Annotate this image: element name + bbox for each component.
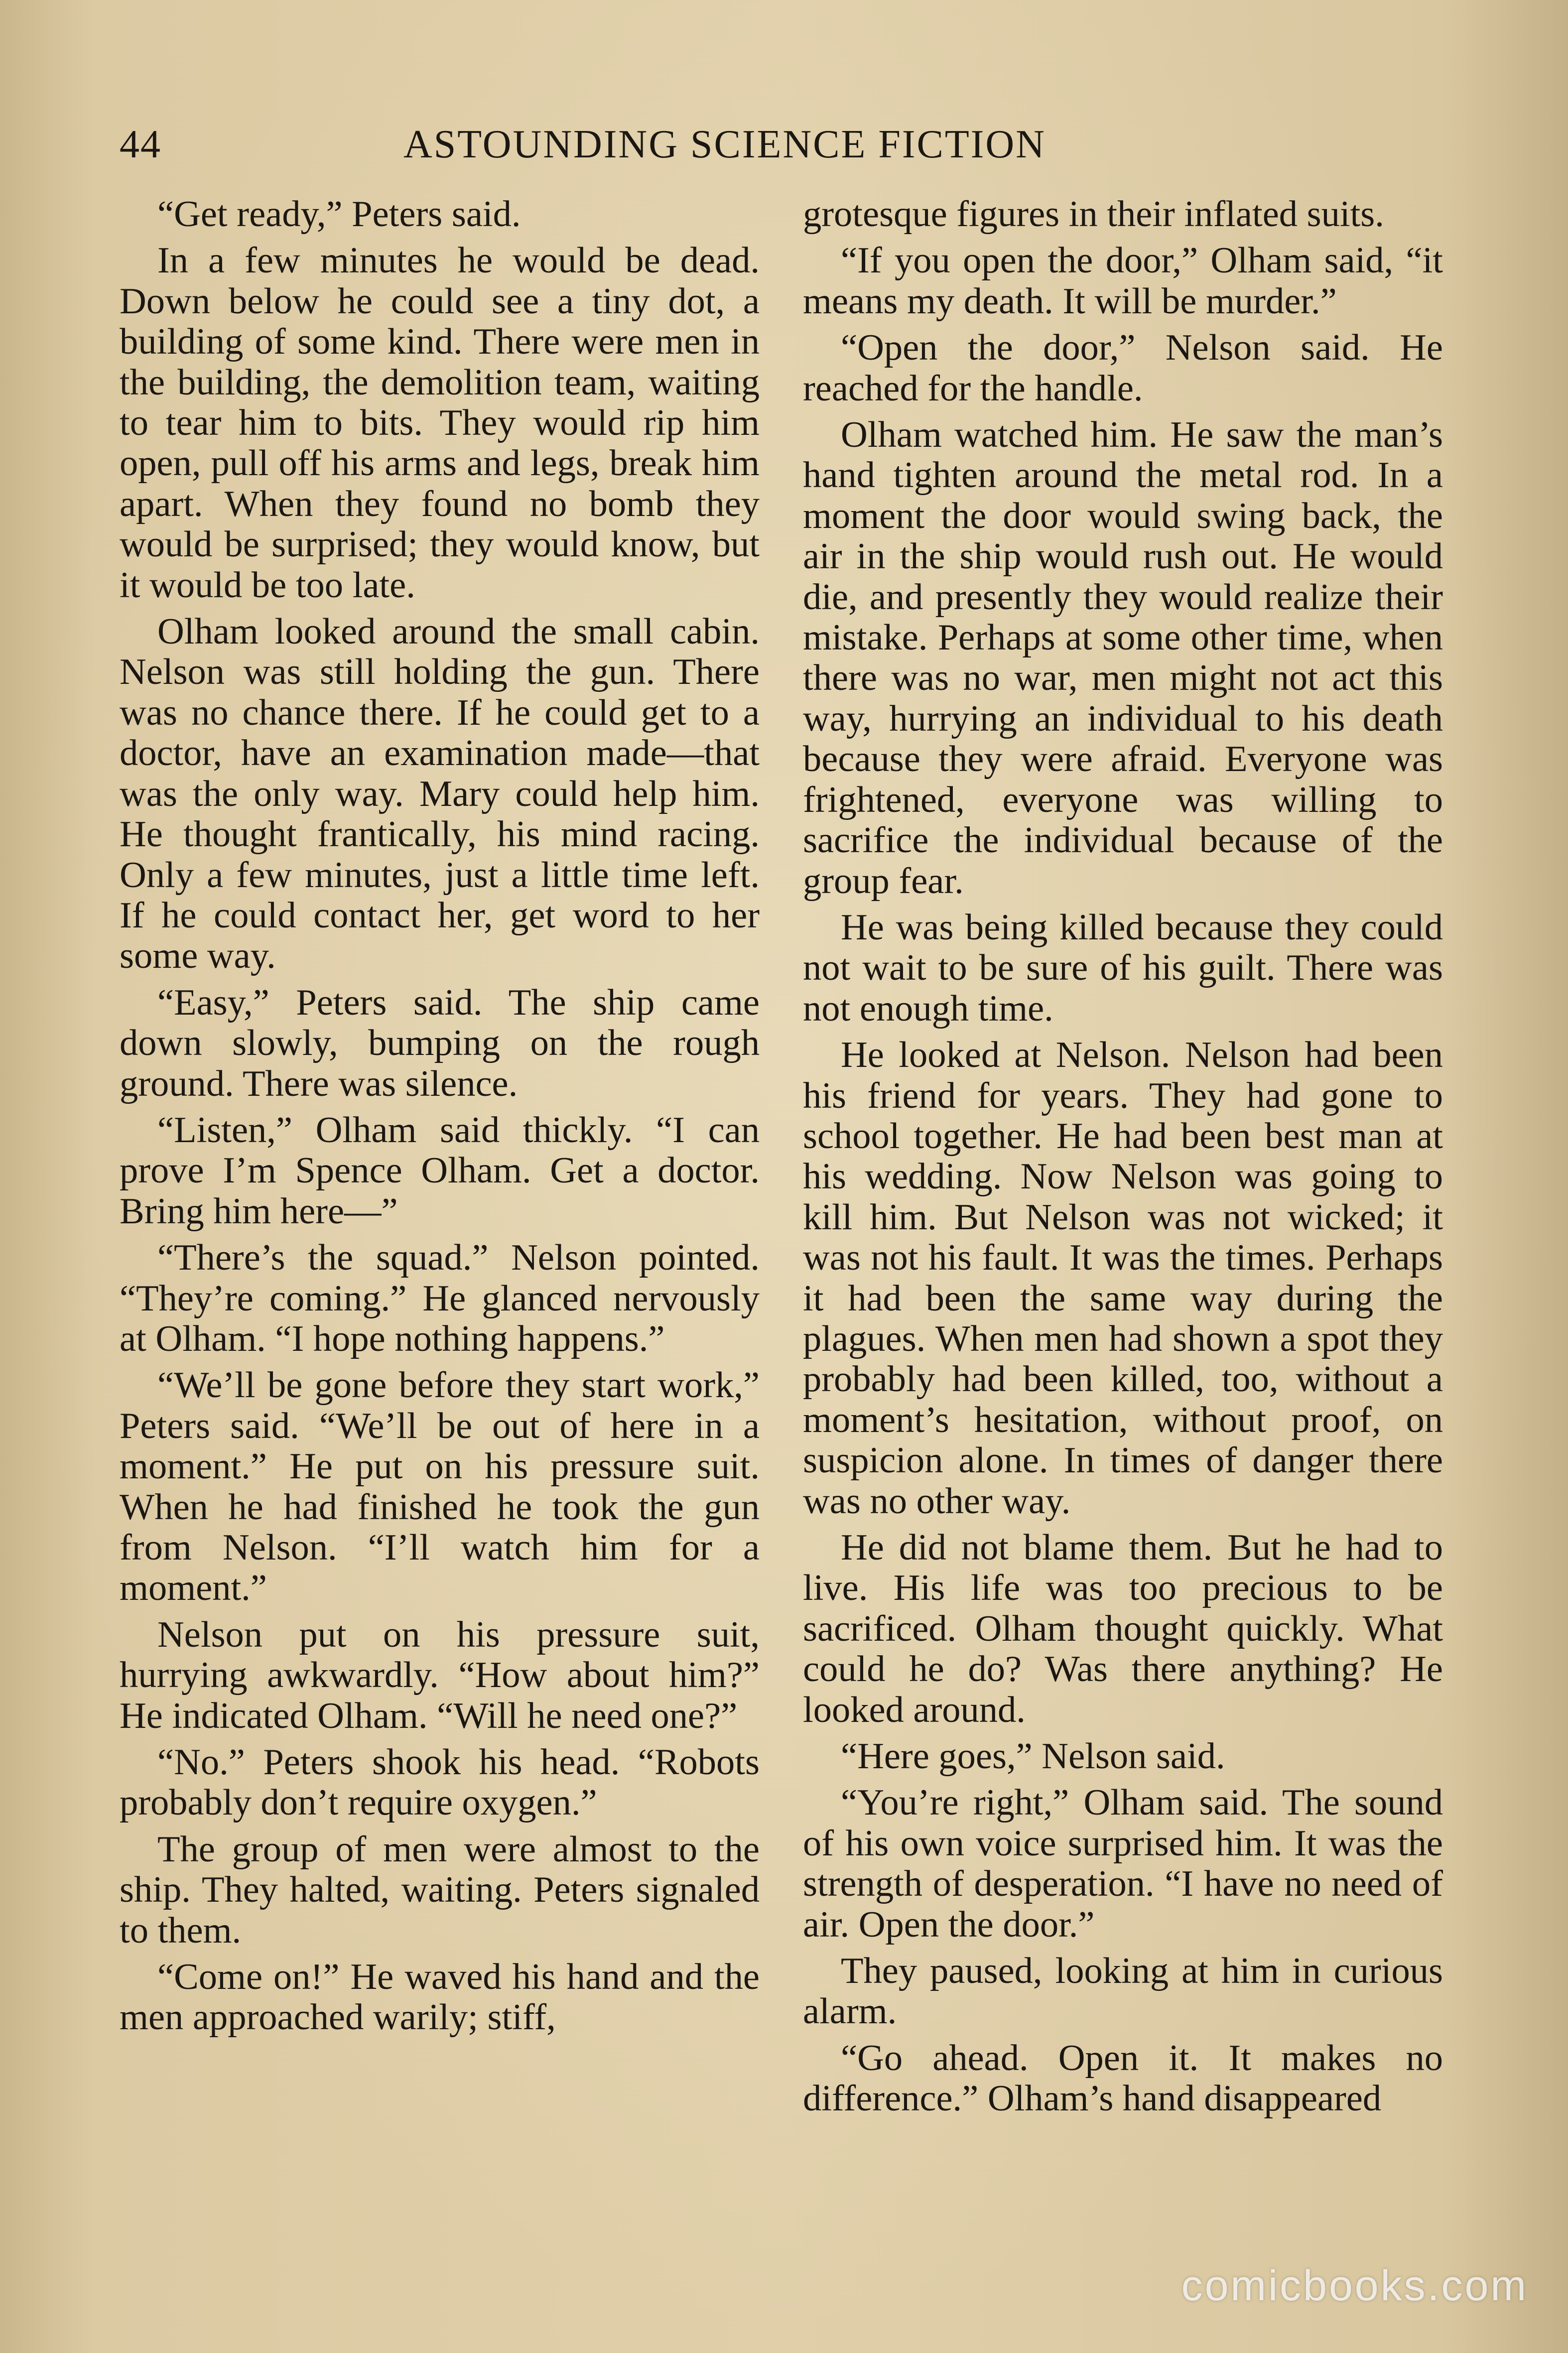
paragraph: “Open the door,” Nelson said. He reached for the handle. (803, 327, 1443, 409)
paragraph: “Here goes,” Nelson said. (841, 1736, 1225, 1777)
paragraph: “We’ll be gone before they start work,” Peters said. “We’ll be out of here in a moment.” He put on his pressure suit. When he had finished he took the gun from Nelson. “I’ll watch him for a moment.” (120, 1365, 760, 1609)
page-number: 44 (120, 123, 161, 166)
paragraph: “Get ready,” Peters said. (157, 194, 521, 235)
right-column (803, 194, 1443, 2125)
page-header (120, 122, 1443, 177)
paragraph: “Listen,” Olham said thickly. “I can prove I’m Spence Olham. Get a doctor. Bring him here—” (120, 1109, 760, 1232)
paragraph: “Come on!” He waved his hand and the men approached warily; stiff, (120, 1957, 760, 2038)
paragraph-continued: grotesque figures in their inflated suits. (803, 194, 1384, 235)
paragraph: Olham watched him. He saw the man’s hand tighten around the metal rod. In a moment the door would swing back, the air in the ship would rush out. He would die, and presently they would realize their mistake. Perhaps at some other time, when there was no war, men might not act this way, hurrying an individual to his death because they were afraid. Everyone was frightened, everyone was willing to sacrifice the individual because of the group fear. (803, 414, 1443, 902)
paragraph: They paused, looking at him in curious alarm. (803, 1951, 1443, 2032)
running-head: ASTOUNDING SCIENCE FICTION (403, 123, 1046, 166)
paragraph: He looked at Nelson. Nelson had been his friend for years. They had gone to school together. He had been best man at his wedding. Now Nelson was going to kill him. But Nelson was not wicked; it was not his fault. It was the times. Perhaps it had been the same way during the plagues. When men had shown a spot they probably had been killed, too, without a moment’s hesitation, without proof, on suspicion alone. In times of danger there was no other way. (803, 1035, 1443, 1522)
paragraph: In a few minutes he would be dead. Down below he could see a tiny dot, a building of some kind. There were men in the building, the demolition team, waiting to tear him to bits. They would rip him open, pull off his arms and legs, break him apart. When they found no bomb they would be surprised; they would know, but it would be too late. (120, 240, 760, 606)
paragraph: He was being killed because they could not wait to be sure of his guilt. There was not enough time. (803, 907, 1443, 1029)
paragraph: “Go ahead. Open it. It makes no difference.” Olham’s hand disappeared (803, 2037, 1443, 2119)
paragraph: “If you open the door,” Olham said, “it means my death. It will be murder.” (803, 240, 1443, 322)
paragraph: He did not blame them. But he had to live. His life was too precious to be sacrificed. Olham thought quickly. What could he do? Was there anything? He looked around. (803, 1527, 1443, 1730)
paragraph: Nelson put on his pressure suit, hurrying awkwardly. “How about him?” He indicated Olham. “Will he need one?” (120, 1614, 760, 1736)
paragraph: “There’s the squad.” Nelson pointed. “They’re coming.” He glanced nervously at Olham. “I hope nothing happens.” (120, 1237, 760, 1359)
paragraph: The group of men were almost to the ship. They halted, waiting. Peters signaled to them. (120, 1829, 760, 1951)
watermark: comicbooks.com (1181, 2262, 1528, 2310)
paragraph: “You’re right,” Olham said. The sound of his own voice surprised him. It was the strength of desperation. “I have no need of air. Open the door.” (803, 1782, 1443, 1945)
paragraph: “Easy,” Peters said. The ship came down slowly, bumping on the rough ground. There was silence. (120, 982, 760, 1104)
paragraph: Olham looked around the small cabin. Nelson was still holding the gun. There was no chance there. If he could get to a doctor, have an examination made—that was the only way. Mary could help him. He thought frantically, his mind racing. Only a few minutes, just a little time left. If he could contact her, get word to her some way. (120, 611, 760, 977)
paragraph: “No.” Peters shook his head. “Robots probably don’t require oxygen.” (120, 1742, 760, 1824)
left-column (120, 194, 760, 2044)
